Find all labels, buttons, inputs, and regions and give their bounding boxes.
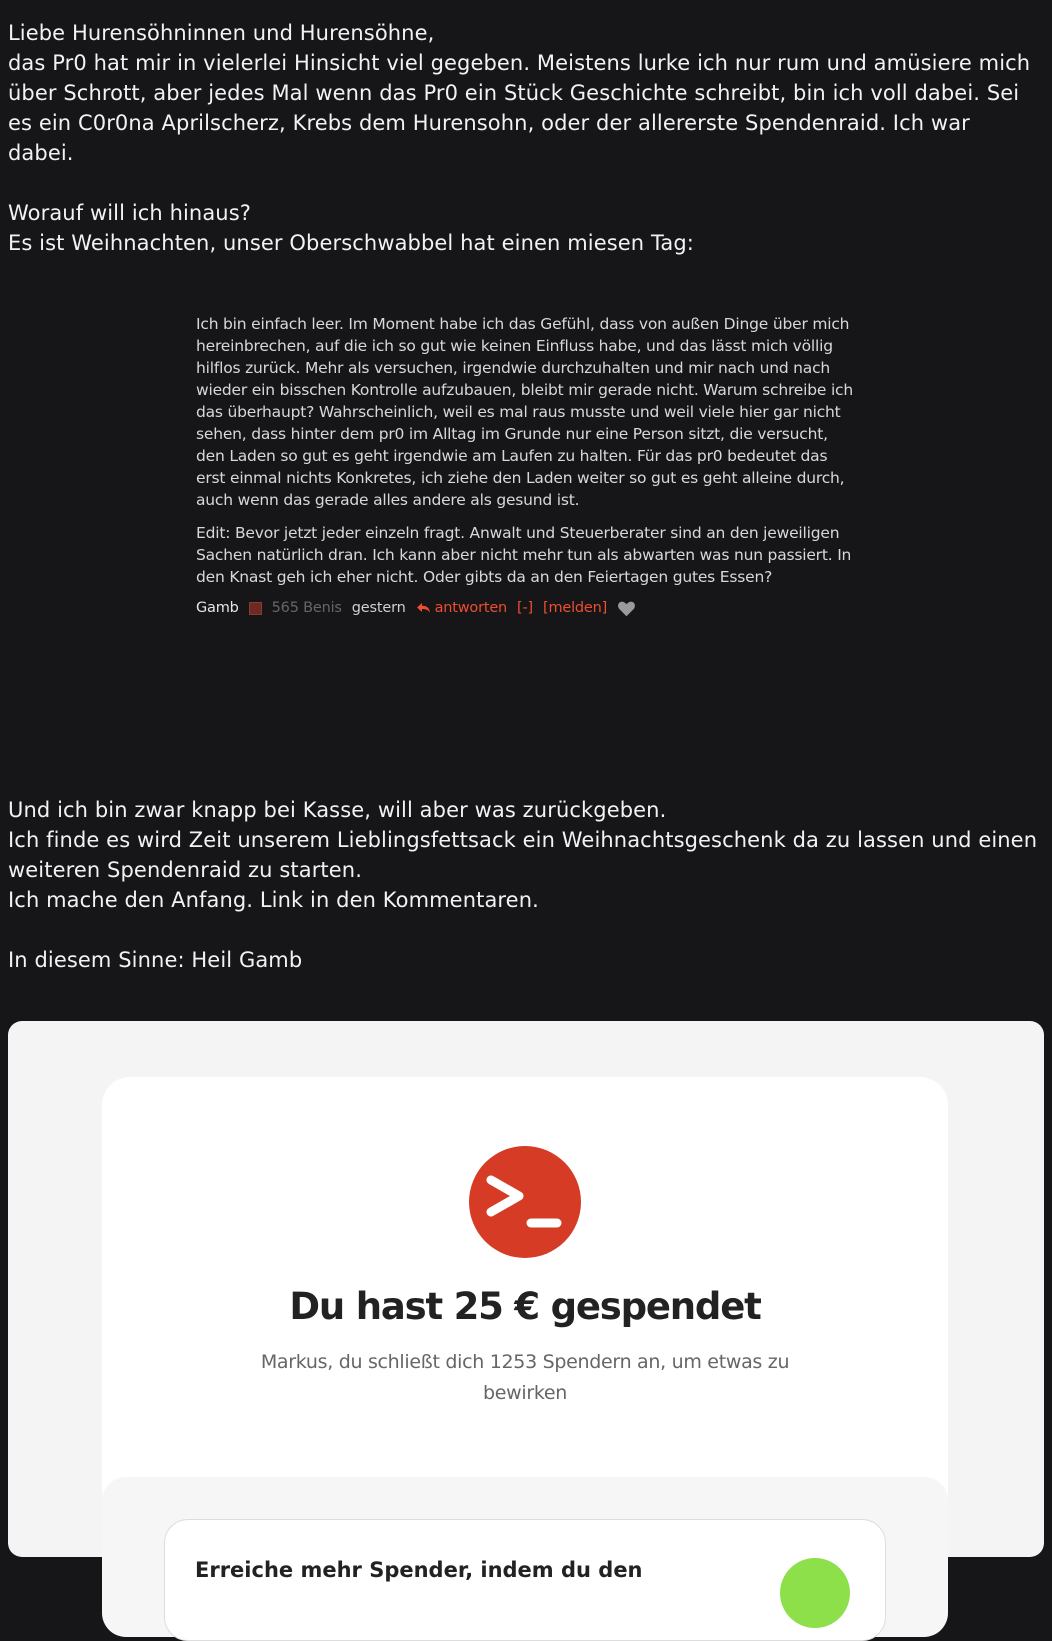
user-rank-square-icon [249, 602, 262, 615]
comment-time: gestern [351, 600, 406, 616]
outro-line-3: Ich mache den Anfang. Link in den Kommentaren. [8, 888, 539, 912]
comment-screenshot [196, 313, 856, 619]
comment-meta [196, 597, 856, 619]
outro-line-1: Und ich bin zwar knapp bei Kasse, will aber was zurückgeben. [8, 798, 667, 822]
outro-line-2: Ich finde es wird Zeit unserem Lieblingsfettsack ein Weihnachtsgeschenk da zu lassen und einen weiteren Spendenraid zu starten. [8, 828, 1038, 882]
context-line: Es ist Weihnachten, unser Oberschwabbel hat einen miesen Tag: [8, 231, 694, 255]
terminal-prompt-logo-icon [469, 1146, 581, 1258]
share-box-text: Erreiche mehr Spender, indem du den [195, 1558, 643, 1582]
comment-benis: 565 Benis [271, 600, 342, 616]
greeting: Liebe Hurensöhninnen und Hurensöhne, [8, 21, 435, 45]
share-panel [102, 1477, 948, 1637]
comment-edit-paragraph: Edit: Bevor jetzt jeder einzeln fragt. Anwalt und Steuerberater sind an den jeweiligen Sachen natürlich dran. Ich kann aber nicht mehr tun als abwarten was nun passiert. In den Knast geh ich eher nicht. Oder gibts da an den Feiertagen gutes Essen? [196, 524, 852, 586]
donation-card [102, 1077, 948, 1637]
closing-line: In diesem Sinne: Heil Gamb [8, 948, 303, 972]
comment-user: Gamb [196, 600, 239, 616]
share-box [164, 1519, 886, 1641]
donation-screenshot [8, 1021, 1044, 1582]
donation-subtitle: Markus, du schließt dich 1253 Spendern an, um etwas zu bewirken [260, 1351, 790, 1404]
comment-paragraph: Ich bin einfach leer. Im Moment habe ich das Gefühl, dass von außen Dinge über mich hereinbrechen, auf die ich so gut wie keinen Einfluss habe, und das lässt mich völlig hilflos zurück. Mehr als versuchen, irgendwie durchzuhalten und mir nach und nach wieder ein bisschen Kontrolle aufzubauen, bleibt mir gerade nicht. Warum schreibe ich das überhaupt? Wahrscheinlich, weil es mal raus musste und weil viele hier gar nicht sehen, dass hinter dem pr0 im Alltag im Grunde nur eine Person sitzt, die versucht, den Laden so gut es geht irgendwie am Laufen zu halten. Für das pr0 bedeutet das erst einmal nichts Konkretes, ich ziehe den Laden weiter so gut es geht alleine durch, auch wenn das gerade alles andere als gesund ist. [196, 315, 853, 509]
intro-paragraph: das Pr0 hat mir in vielerlei Hinsicht viel gegeben. Meistens lurke ich nur rum und amüsiere mich über Schrott, aber jedes Mal wenn das Pr0 ein Stück Geschichte schreibt, bin ich voll dabei. Sei es ein C0r0na Aprilscherz, Krebs dem Hurensohn, oder der allererste Spendenraid. Ich war dabei. [8, 51, 1031, 165]
report-link: [melden] [543, 600, 608, 616]
heart-icon [617, 600, 636, 617]
collapse-link: [-] [517, 600, 533, 616]
reply-arrow-icon [416, 602, 431, 614]
donation-title: Du hast 25 € gespendet [289, 1285, 761, 1328]
reply-label: antworten [434, 600, 508, 616]
post-outro [8, 795, 1038, 975]
reply-link [416, 597, 507, 619]
post-intro [8, 18, 1038, 258]
share-illustration [780, 1558, 850, 1628]
question-line: Worauf will ich hinaus? [8, 201, 251, 225]
